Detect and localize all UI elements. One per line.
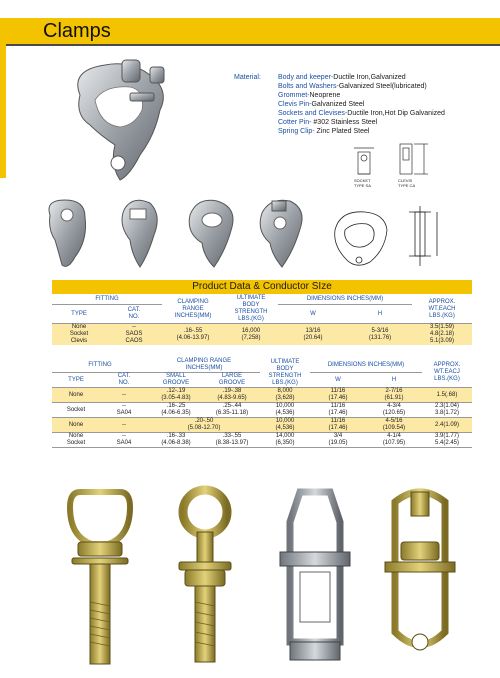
product-data-table	[52, 295, 472, 345]
t2-small-groove-cell: .16-.33 (4.06-8.38)	[161, 433, 191, 446]
socket-type-label: SOCKET	[354, 178, 371, 183]
t2-type-cell: None Socket	[66, 433, 86, 446]
t1-type-header: TYPE	[71, 310, 87, 317]
t2-clamping-range-header: CLAMPING RANGE INCHES(MM)	[148, 358, 260, 373]
material-value: Neoprene	[309, 92, 341, 99]
t2-w-cell: 11/16 (17.46)	[310, 388, 366, 403]
fitting-data-table	[52, 358, 472, 448]
t1-approx-weight-header: APPROX. WT.EACH LBS.(KG)	[428, 298, 456, 319]
table-row	[52, 403, 472, 418]
material-key: Body and keeper-	[278, 74, 334, 81]
material-value: Ductile Iron,Hot Dip Galvanized	[347, 110, 445, 117]
t2-large-groove-cell: .25-.44 (6.35-11.18)	[215, 403, 249, 416]
material-key: Grommet-	[278, 92, 310, 99]
t2-w-cell: 11/16 (17.46)	[328, 403, 348, 416]
material-label: Material:	[234, 74, 261, 81]
t2-approx-cell: 3.9(1.77) 5.4(2.45)	[434, 433, 459, 446]
t2-small-groove-header: SMALL GROOVE	[162, 373, 190, 386]
material-key: Bolts and Washers-	[278, 83, 339, 90]
t2-cat-no-header: CAT. NO.	[117, 373, 131, 386]
t1-dimensions-header: DIMENSIONS INCHES(MM)	[278, 295, 412, 305]
table-row	[52, 418, 472, 433]
material-item	[278, 109, 445, 118]
t1-ultimate-cell: 16,000 (7,258)	[224, 324, 278, 346]
t2-approx-weight-header: APPROX. WT.EACJ LBS.(KG)	[433, 362, 461, 382]
clevis-bracket-photo	[375, 482, 465, 667]
product-data-title: Product Data & Conductor SIze	[52, 280, 472, 294]
t1-cat-no-header: CAT. NO.	[127, 307, 141, 320]
t2-ultimate-cell: 10,000 (4,536)	[275, 403, 295, 416]
clamp-technical-drawing	[325, 200, 475, 275]
material-item	[278, 118, 445, 127]
t1-h-header: H	[377, 310, 383, 317]
t1-w-header: W	[310, 310, 316, 317]
t2-h-cell: 4-3/4 (120.65)	[382, 403, 406, 416]
page-title: Clamps	[43, 20, 111, 42]
t1-w-cell: 13/16 (20.64)	[278, 324, 348, 346]
material-items	[278, 73, 445, 136]
t2-type-cell: None	[52, 418, 100, 433]
material-value: Zinc Plated Steel	[316, 128, 370, 135]
table-row	[52, 388, 472, 403]
t2-ultimate-strength-header: ULTIMATE BODY STRENGTH LBS.(KG)	[268, 358, 302, 386]
t1-ultimate-strength-header: ULTIMATE BODY STRENGTH LBS.(KG)	[234, 295, 268, 322]
clamp-photo-4	[252, 195, 312, 275]
t2-clamping-range-cell: .20-.50 (5.08-12.70)	[148, 418, 260, 433]
left-accent-bar	[0, 18, 6, 178]
t2-small-groove-cell: .12-.19 (3.05-4.83)	[148, 388, 204, 403]
material-value: #302 Stainless Steel	[313, 119, 378, 126]
clamp-photo-1	[40, 195, 95, 275]
t2-cat-no-cell: -- SA04	[116, 433, 132, 446]
t2-approx-cell: 1.5(.68)	[422, 388, 472, 403]
material-item	[278, 82, 445, 91]
t2-large-groove-cell: .19-.38 (4.83-9.65)	[204, 388, 260, 403]
material-key: Cotter Pin-	[278, 119, 314, 126]
t2-h-cell: 4-1/4 (107.95)	[382, 433, 406, 446]
t2-w-header: W	[335, 376, 341, 383]
material-key: Sockets and Clevises-	[278, 110, 348, 117]
t2-type-cell: Socket	[66, 406, 86, 413]
t2-ultimate-cell: 8,000 (3,628)	[260, 388, 310, 403]
t2-large-groove-header: LARGE GROOVE	[218, 373, 246, 386]
table-row	[52, 433, 472, 448]
material-value: Galvanized Steel(lubricated)	[338, 83, 427, 90]
page-header	[0, 0, 500, 50]
t2-cat-no-cell: -- SA04	[116, 403, 132, 416]
t2-fitting-header: FITTING	[52, 358, 148, 373]
material-key: Spring Clip-	[278, 128, 317, 135]
t2-w-cell: 3/4 (19.05)	[328, 433, 348, 446]
t1-clamping-range-header: CLAMPING RANGE INCHES(MM)	[174, 298, 212, 319]
d-ring-bolt-photo	[60, 482, 140, 667]
material-key: Clevis Pin-	[278, 101, 312, 108]
t2-h-cell: 4-5/16 (109.54)	[366, 418, 422, 433]
clamp-photo-2	[112, 195, 167, 275]
socket-clevis-drawings	[348, 138, 468, 198]
t2-large-groove-cell: .33-.55 (8.38-13.97)	[215, 433, 249, 446]
rectangular-clevis-photo	[270, 482, 360, 667]
suspension-clamp-photo	[60, 55, 180, 185]
clamp-photo-3	[182, 195, 242, 275]
t2-approx-cell: 2.4(1.09)	[422, 418, 472, 433]
t2-ultimate-cell: 10,000 (4,536)	[260, 418, 310, 433]
clevis-type-label: CLEVIS	[398, 178, 413, 183]
eye-bolt-photo	[165, 482, 245, 667]
material-item	[278, 73, 445, 82]
t1-fitting-header: FITTING	[52, 295, 162, 305]
material-value: Galvanized Steel	[311, 101, 365, 108]
t1-h-cell: 5-3/16 (131.76)	[348, 324, 412, 346]
material-value: Ductile Iron,Galvanized	[333, 74, 406, 81]
svg-text:TYPE CA: TYPE CA	[398, 183, 416, 188]
t2-cat-no-cell: --	[100, 418, 148, 433]
t2-small-groove-cell: .16-.25 (4.06-6.35)	[161, 403, 191, 416]
t2-approx-cell: 2.3(1.04) 3.8(1.72)	[434, 403, 459, 416]
svg-text:TYPE SA: TYPE SA	[354, 183, 371, 188]
t2-cat-no-cell: --	[100, 388, 148, 403]
t2-dimensions-header: DIMENSIONS INCHES(MM)	[310, 358, 422, 373]
t1-type-cell: None Socket Clevis	[52, 324, 106, 346]
t2-h-cell: 2-7/16 (61.91)	[366, 388, 422, 403]
material-item	[278, 100, 445, 109]
material-item	[278, 91, 445, 100]
t2-ultimate-cell: 14,000 (6,350)	[275, 433, 295, 446]
t1-approx-cell: 3.5(1.59) 4.8(2.18) 5.1(3.09)	[412, 324, 472, 346]
t1-clamping-range-cell: .16-.55 (4.06-13.97)	[162, 324, 224, 346]
material-item	[278, 127, 445, 136]
t1-cat-no-cell: -- SAOS CAOS	[106, 324, 162, 346]
t2-h-header: H	[391, 376, 397, 383]
table-row	[52, 324, 472, 346]
title-rule	[0, 44, 500, 46]
t2-w-cell: 11/16 (17.46)	[310, 418, 366, 433]
t2-type-header: TYPE	[68, 376, 84, 383]
t2-type-cell: None	[52, 388, 100, 403]
